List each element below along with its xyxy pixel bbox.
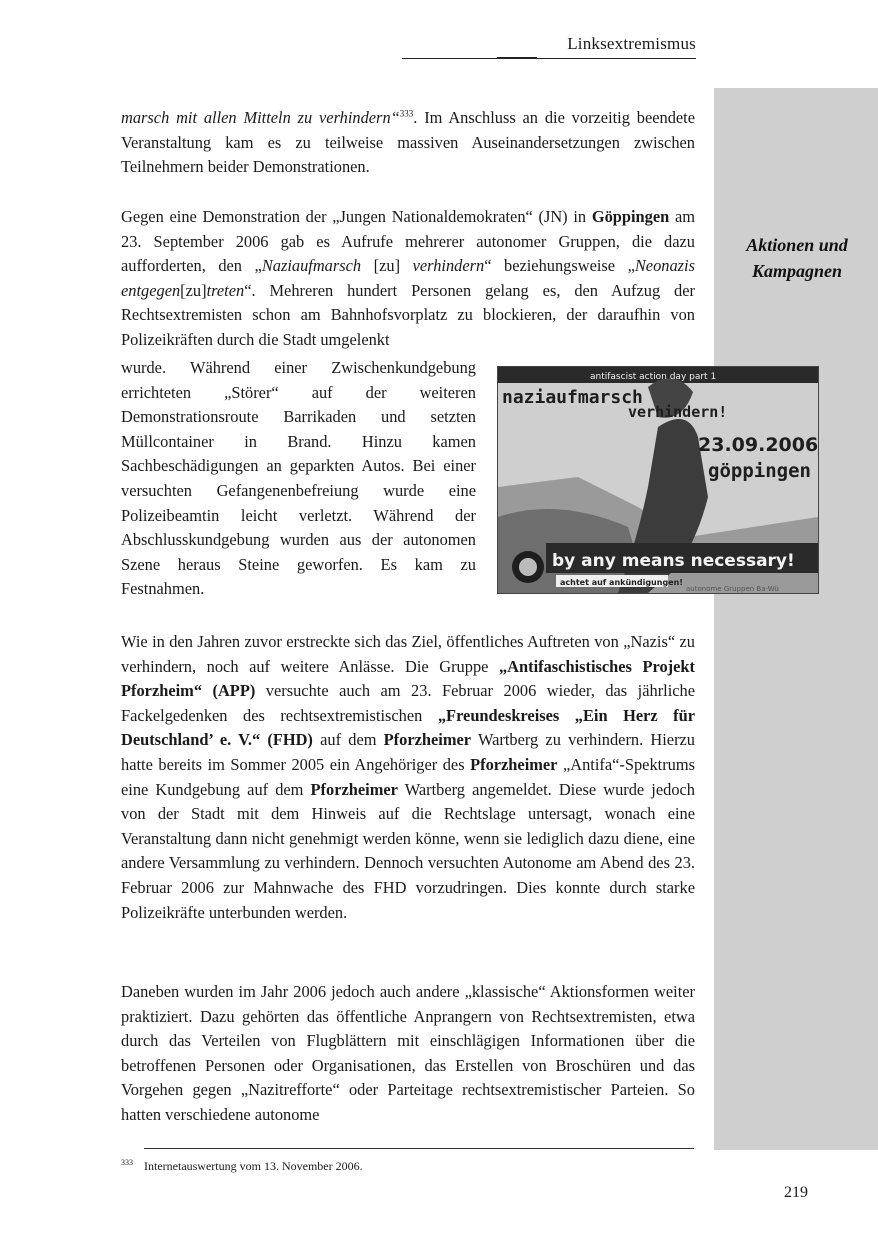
text-run: am 23. September 2006 gab es Aufrufe mehrerer autonomer Gruppen, die dazu aufforderten, den „: [121, 207, 696, 276]
text-run: [zu]: [361, 256, 413, 276]
organization-name: „Freundeskreises „Ein Herz für Deutschland’ e. V.“ (FHD): [121, 705, 696, 750]
poster-city: göppingen: [708, 460, 811, 482]
footnote-rule: [144, 1148, 694, 1149]
poster-image: [497, 366, 819, 594]
italic-quote: Naziaufmarsch: [261, 256, 362, 276]
text-run: Wartberg angemeldet. Diese wurde jedoch von der Stadt mit dem Hinweis auf die Rechtslage untersagt, wonach eine Veranstaltung dann nicht genehmigt werden könne, wenn sie lediglich dazu diene, eine andere Versammlung zu verhindern. Dennoch versuchten Autonome am Abend des 23. Februar 2006 zur Mahnwache des FHD vorzudringen. Dies konnte durch starke Polizeikräfte unterbunden werden.: [121, 779, 695, 922]
place-name: Pforzheimer: [383, 730, 472, 750]
footnote: [121, 1155, 695, 1174]
text-run: “ beziehungsweise „: [484, 256, 635, 276]
running-head: Linksextremismus: [567, 34, 696, 53]
text-run: auf dem: [312, 730, 384, 750]
text-run: „Antifa“-Spektrums eine Kundgebung auf dem: [121, 754, 695, 799]
italic-quote: marsch mit allen Mitteln zu verhindern: [121, 108, 391, 127]
italic-quote: treten: [206, 280, 245, 300]
paragraph-4: [121, 980, 695, 1128]
place-name: Pforzheimer: [310, 779, 398, 799]
poster-subline: achtet auf ankündigungen!: [560, 578, 683, 587]
paragraph-1: [121, 106, 695, 180]
text-run: Wie in den Jahren zuvor erstreckte sich das Ziel, öffentliches Auftreten von „Nazis“ zu verhindern, noch auf weitere Anlässe. Die Gruppe: [121, 632, 695, 676]
paragraph-text: Daneben wurden im Jahr 2006 jedoch auch andere „klassische“ Aktionsformen weiter praktiziert. Dazu gehörten das öffentliche Anprangern von Rechtsextremisten, etwa durch das Verteilen von Flugblättern mit einschlägigen Informationen über die betroffenen Personen oder Organisationen, das Erstellen von Broschüren und das Vorgehen gegen „Nazitrefforte“ oder Parteitage rechtsextremistischer Parteien. So hatten verschiedene autonome: [121, 982, 695, 1124]
paragraph-2: [121, 205, 695, 353]
poster-date: 23.09.2006: [698, 434, 818, 456]
sidebar-heading: [724, 232, 870, 284]
paragraph-2-wrapped-text: wurde. Während einer Zwischenkundgebung errichteten „Störer“ auf der weiteren Demonstrationsroute Barrikaden und setzten Müllcontainer in Brand. Hinzu kamen Sachbeschädigungen an geparkten Autos. Bei einer versuchten Gefangenenbefreiung wurde eine Polizeibeamtin leicht verletzt. Während der Abschlusskundgebung wurden aus der autonomen Szene heraus Steine geworfen. Es kam zu Festnahmen.: [121, 358, 476, 599]
quote-mark: “: [390, 108, 400, 127]
poster-graphic: [498, 367, 818, 593]
text-run: “. Mehreren hundert Personen gelang es, den Aufzug der Rechtsextremisten schon am Bahnhofsvorplatz zu blockieren, der daraufhin von Polizeikräften durch die Stadt umgelenkt: [121, 280, 695, 349]
poster-credit: autonome Gruppen Ba-Wü: [686, 585, 779, 593]
italic-quote: verhindern: [412, 256, 485, 276]
footnote-number: 333: [121, 1158, 133, 1167]
text-run: versuchte auch am 23. Februar 2006 wieder, das jährliche Fackelgedenken des rechtsextremistischen: [121, 681, 696, 725]
paragraph-3: [121, 630, 695, 925]
place-name: Göppingen: [591, 207, 670, 226]
header-rule-accent: [497, 57, 537, 59]
page-number: 219: [784, 1184, 808, 1201]
text-run: Gegen eine Demonstration der „Jungen Nationaldemokraten“ (JN) in: [121, 207, 592, 226]
sidebar-heading-line2: Kampagnen: [751, 261, 843, 281]
footnote-text: Internetauswertung vom 13. November 2006.: [144, 1159, 363, 1173]
italic-quote: Neonazis entgegen: [121, 256, 695, 300]
sidebar-heading-line1: Aktionen und: [746, 235, 848, 255]
organization-name: „Antifaschistisches Projekt Pforzheim“ (APP): [121, 656, 695, 701]
footnote-ref[interactable]: 333: [399, 108, 414, 119]
text-run: [zu]: [180, 280, 207, 300]
text-run: Wartberg zu verhindern. Hierzu hatte bereits im Sommer 2005 ein Angehöriger des: [121, 730, 695, 774]
place-name: Pforzheimer: [470, 754, 558, 774]
poster-headline-1: naziaufmarsch: [502, 387, 643, 408]
poster-slogan: by any means necessary!: [552, 551, 795, 571]
header-rule: [402, 58, 696, 59]
paragraph-text: . Im Anschluss an die vorzeitig beendete Veranstaltung kam es zu teilweise massiven Auseinandersetzungen zwischen Teilnehmern beider Demonstrationen.: [121, 108, 695, 177]
poster-top-banner: antifascist action day part 1: [590, 372, 717, 382]
poster-headline-2: verhindern!: [628, 403, 728, 421]
